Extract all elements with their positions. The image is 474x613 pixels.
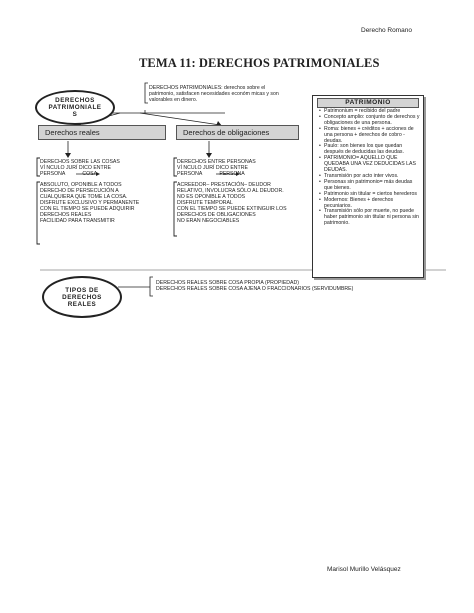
box-label: Derechos de obligaciones (183, 128, 270, 137)
box-label: Derechos reales (45, 128, 100, 137)
obligaciones-features: ACREEDOR– PRESTACIÓN– DEUDOR RELATIVO, INVOLUCRA SÓLO AL DEUDOR. NO ES OPONIBLE A TODOS DISFRUTE TEMPORAL CON EL TIEMPO SE PUEDE EXTINGUIR LOS DERECHOS DE OBLIGACIONES NO ERAN NEGOCIABLES (177, 182, 287, 224)
list-item: • Paulo: son bienes los que quedan después de deducidas las deudas. (319, 144, 420, 156)
patrimonio-title: PATRIMONIO (317, 98, 419, 108)
obligaciones-description: DERECHOS ENTRE PERSONAS VÍ NCULO JURÍ DICO ENTRE PERSONA PERSONA (177, 159, 256, 177)
patrimonio-box (312, 95, 424, 278)
box-derechos-obligaciones (176, 125, 299, 140)
list-item: • Personas sin patrimonio= más deudas que bienes. (319, 180, 420, 192)
reales-features: ABSOLUTO, OPONIBLE A TODOS DERECHO DE PERSECUCIÓN A CUALQUIERA QUE TOME LA COSA. DISFRUTE EXCLUSIVO Y PERMANENTE CON EL TIEMPO SE PUEDE ADQUIRIR DERECHOS REALES FACILIDAD PARA TRANSMITIR (40, 182, 140, 224)
list-item: • Patrimonio sin titular = ciertos herederos (319, 192, 420, 198)
list-item: • Concepto amplio: conjunto de derechos y obligaciones de una persona. (319, 115, 420, 127)
page-title: TEMA 11: DERECHOS PATRIMONIALES (139, 56, 380, 70)
list-item: • PATRIMONIO= AQUELLO QUE QUEDABA UNA VEZ DEDUCIDAS LAS DEUDAS. (319, 156, 420, 174)
definition-text: DERECHOS PATRIMONIALES: derechos sobre el patrimonio, satisfacen necesidades económ micas y son valorables en dinero. (149, 85, 279, 103)
oval-tipos-derechos-reales (42, 276, 122, 318)
oval-label: TIPOS DE DERECHOS REALES (62, 286, 102, 308)
patrimonio-list (313, 109, 423, 227)
oval-derechos-patrimoniales (35, 90, 115, 125)
arrowhead (65, 153, 71, 158)
list-item: • Patrimonium = recibido del padre (319, 109, 420, 115)
list-item: • Transmisión por acto inter vivos. (319, 174, 420, 180)
bracket (145, 83, 148, 103)
reales-description: DERECHOS SOBRE LAS COSAS VÍ NCULO JURÍ DICO ENTRE PERSONA COSA (40, 159, 120, 177)
list-item: • Modernos: Bienes + derechos pecuniarios. (319, 198, 420, 210)
bracket (150, 277, 153, 296)
list-item: • Transmisión sólo por muerte, no puede haber patrimonio sin titular ni persona sin patrimonio. (319, 209, 420, 227)
header-course-name: Derecho Romano (361, 27, 412, 34)
arrowhead (206, 153, 212, 158)
oval-label: DERECHOS PATRIMONIALE S (48, 97, 102, 118)
box-derechos-reales (38, 125, 166, 140)
list-item: • Roma: bienes + créditos + acciones de una persona + derechos de cobro - deudas. (319, 127, 420, 145)
connector-arrow (140, 113, 220, 125)
footer-author: Marisol Murillo Velásquez (327, 566, 401, 573)
tipos-list: DERECHOS REALES SOBRE COSA PROPIA (PROPIEDAD) DERECHOS REALES SOBRE COSA AJENA O FRACCIONARIOS (SERVIDUMBRE) (156, 280, 354, 292)
